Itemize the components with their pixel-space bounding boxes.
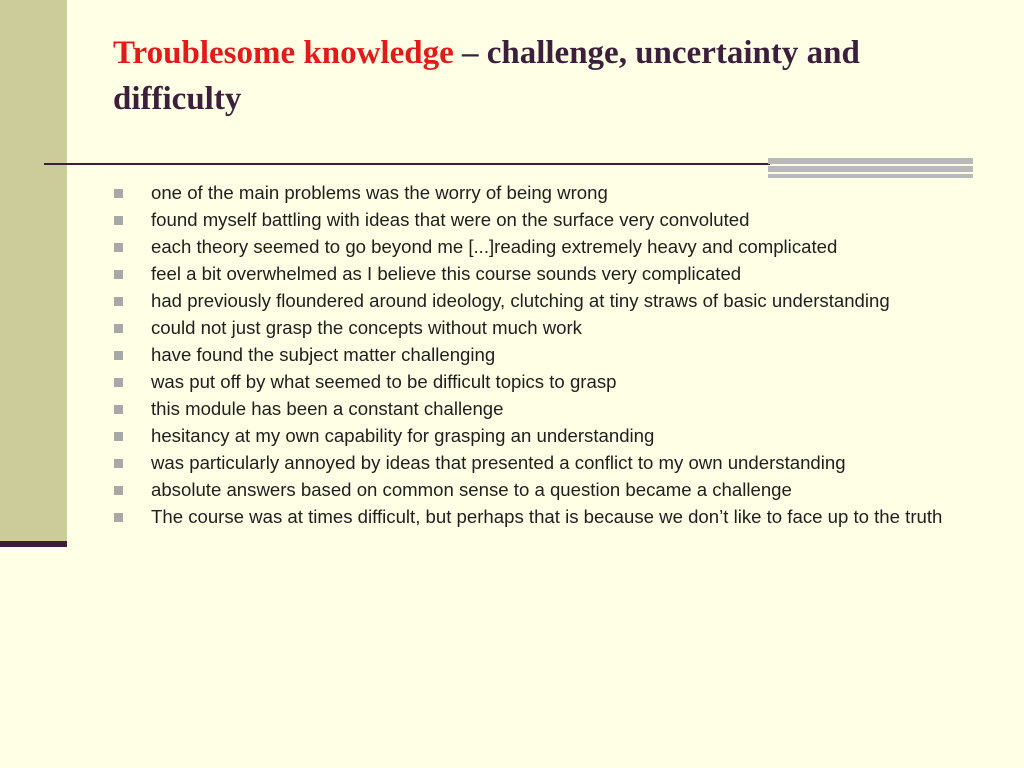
bullet-item	[113, 209, 943, 230]
bullet-text: The course was at times difficult, but perhaps that is because we don’t like to face up to the truth	[151, 506, 943, 527]
bullet-item	[113, 263, 943, 284]
bullet-list	[113, 182, 943, 533]
bullet-text: could not just grasp the concepts without much work	[151, 317, 582, 338]
bullet-text: had previously floundered around ideology, clutching at tiny straws of basic understanding	[151, 290, 890, 311]
bullet-item	[113, 236, 943, 257]
bullet-item	[113, 371, 943, 392]
square-bullet-icon	[114, 459, 123, 468]
bullet-text: feel a bit overwhelmed as I believe this course sounds very complicated	[151, 263, 742, 284]
square-bullet-icon	[114, 513, 123, 522]
slide-title-highlight: Troublesome knowledge	[113, 35, 454, 71]
bullet-text: was put off by what seemed to be difficult topics to grasp	[151, 371, 617, 392]
bullet-item	[113, 344, 943, 365]
square-bullet-icon	[114, 432, 123, 441]
square-bullet-icon	[114, 297, 123, 306]
bullet-item	[113, 290, 943, 311]
bullet-item	[113, 506, 943, 527]
slide-title	[113, 30, 993, 122]
bullet-item	[113, 398, 943, 419]
bullet-text: hesitancy at my own capability for grasping an understanding	[151, 425, 655, 446]
bullet-item	[113, 425, 943, 446]
square-bullet-icon	[114, 324, 123, 333]
bullet-item	[113, 452, 943, 473]
square-bullet-icon	[114, 216, 123, 225]
bullet-text: absolute answers based on common sense to a question became a challenge	[151, 479, 792, 500]
square-bullet-icon	[114, 405, 123, 414]
square-bullet-icon	[114, 243, 123, 252]
left-decorative-band	[0, 0, 67, 541]
bullet-text: was particularly annoyed by ideas that presented a conflict to my own understanding	[151, 452, 846, 473]
bullet-text: found myself battling with ideas that were on the surface very convoluted	[151, 209, 750, 230]
bullet-text: have found the subject matter challenging	[151, 344, 496, 365]
bullet-text: one of the main problems was the worry of being wrong	[151, 182, 608, 203]
square-bullet-icon	[114, 351, 123, 360]
bullet-item	[113, 317, 943, 338]
bullet-text: each theory seemed to go beyond me [...]reading extremely heavy and complicated	[151, 236, 838, 257]
title-divider-accent	[768, 158, 973, 178]
square-bullet-icon	[114, 378, 123, 387]
bullet-text: this module has been a constant challenge	[151, 398, 504, 419]
title-divider	[44, 163, 770, 165]
bullet-item	[113, 479, 943, 500]
square-bullet-icon	[114, 270, 123, 279]
square-bullet-icon	[114, 189, 123, 198]
slide-title-rest: – challenge, uncertainty and difficulty	[113, 35, 860, 117]
square-bullet-icon	[114, 486, 123, 495]
bullet-item	[113, 182, 943, 203]
left-band-rule	[0, 541, 67, 547]
